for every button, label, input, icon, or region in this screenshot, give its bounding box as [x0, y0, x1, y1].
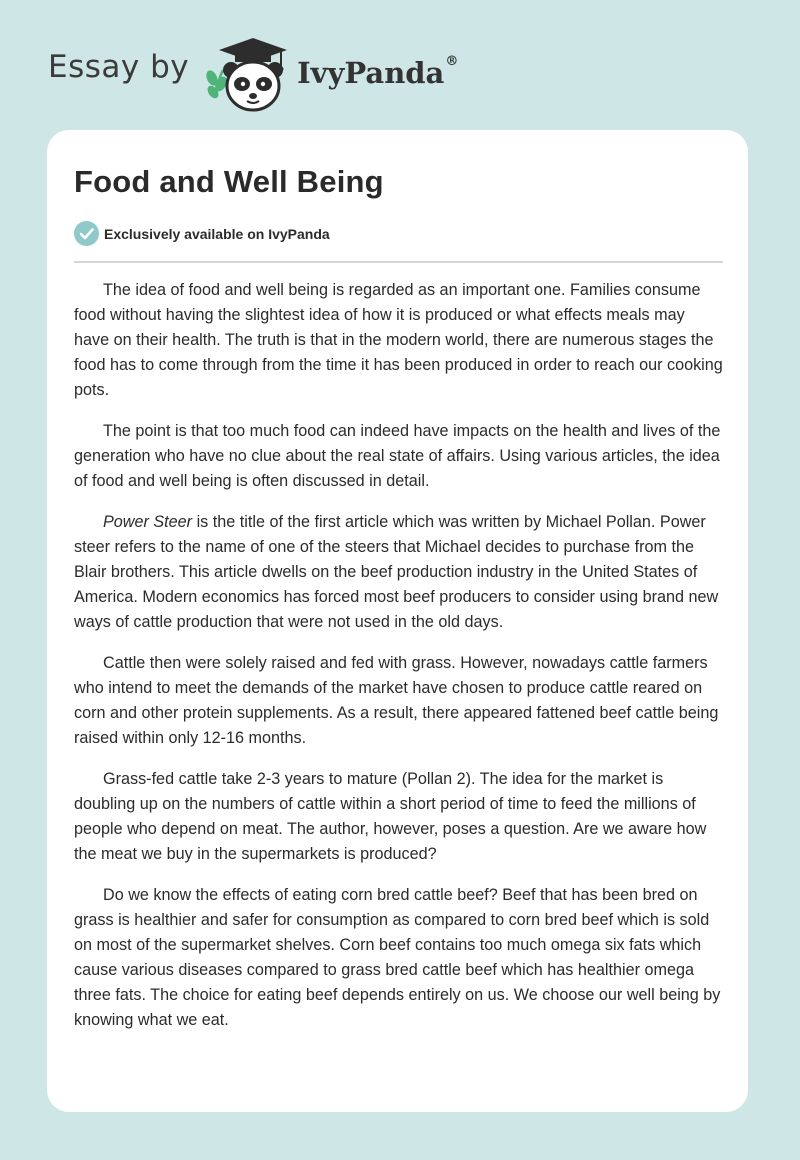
exclusive-badge	[74, 221, 330, 246]
paragraph: Power Steer is the title of the first article which was written by Michael Pollan. Power steer refers to the name of one of the steers that Michael decides to purchase from the Blair brothers. This article dwells on the beef production industry in the United States of America. Modern economics has forced most beef producers to consider using brand new ways of cattle production that were not used in the old days.	[74, 513, 719, 631]
paragraph: The idea of food and well being is regarded as an important one. Families consume food without having the slightest idea of how it is produced or what effects meals may have on their health. The truth is that in the modern world, there are numerous stages the food has to come through from the time it has been produced in order to reach our cooking pots.	[74, 281, 723, 399]
panda-graduate-logo-icon	[201, 34, 293, 114]
ivypanda-wordmark: IvyPanda®	[297, 54, 459, 90]
paragraph: Do we know the effects of eating corn bred cattle beef? Beef that has been bred on grass is healthier and safer for consumption as compared to corn bred beef which is sold on most of the supermarket shelves. Corn beef contains too much omega six fats which cause various diseases compared to grass bred cattle beef which has healthier omega three fats. The choice for eating beef depends entirely on us. We choose our well being by knowing what we eat.	[74, 886, 721, 1029]
article-title-emphasis: Power Steer	[103, 513, 193, 531]
page-title: Food and Well Being	[74, 164, 384, 199]
exclusive-badge-label: Exclusively available on IvyPanda	[104, 225, 330, 242]
essay-card	[47, 130, 748, 1112]
essay-body	[74, 278, 724, 1049]
title-divider	[74, 261, 723, 263]
paragraph: Grass-fed cattle take 2-3 years to mature (Pollan 2). The idea for the market is doubling up on the numbers of cattle within a short period of time to feed the millions of people who depend on meat. The author, however, poses a question. Are we aware how the meat we buy in the supermarkets is produced?	[74, 770, 707, 863]
essay-by-label: Essay by	[48, 49, 190, 85]
brand-header[interactable]	[48, 34, 458, 114]
check-circle-icon	[74, 221, 99, 246]
paragraph: The point is that too much food can indeed have impacts on the health and lives of the generation who have no clue about the real state of affairs. Using various articles, the idea of food and well being is often discussed in detail.	[74, 422, 721, 490]
paragraph: Cattle then were solely raised and fed with grass. However, nowadays cattle farmers who intend to meet the demands of the market have chosen to produce cattle reared on corn and other protein supplements. As a result, there appeared fattened beef cattle being raised within only 12-16 months.	[74, 654, 719, 747]
